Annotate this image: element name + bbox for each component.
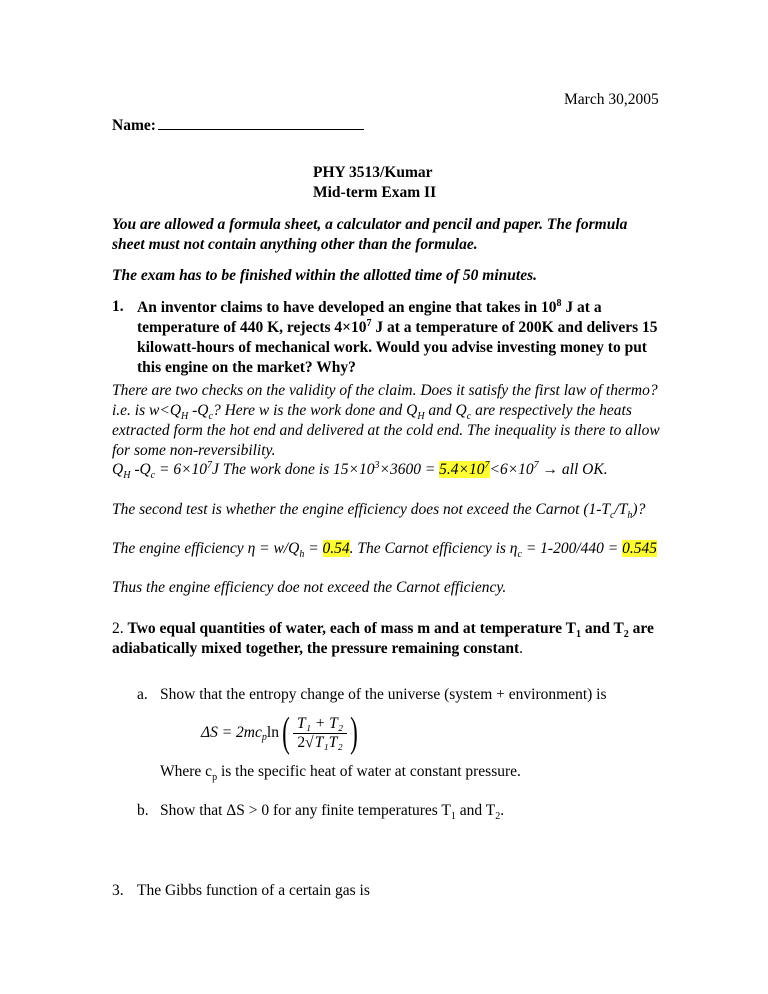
q1-second-test: The second test is whether the engine efficiency does not exceed the Carnot $(1-T_c/T_h)$? xyxy=(112,501,646,522)
instructions-time-limit: The exam has to be finished within the allotted time of 50 minutes. xyxy=(112,267,537,284)
q2a-text: Show that the entropy change of the universe (system + environment) is xyxy=(160,686,607,703)
q2b-text: Show that ΔS > 0 for any finite temperatures $T_1$ and $T_2$. xyxy=(160,802,505,823)
name-blank-line[interactable] xyxy=(158,113,364,130)
q1-answer-first-law: There are two checks on the validity of the claim. Does it satisfy the first law of thermo? i.e. is $w<Q_H$ $-Q_c$? Here w is the work done and $Q_H$ and $Q_c$ are respectively the heats extracted form the hot end and delivered at the cold end. The inequality is there to allow for some non-reversibility. xyxy=(112,382,660,459)
instructions-formula-sheet: You are allowed a formula sheet, a calculator and pencil and paper. The formula sheet must not contain anything other than the formulae. xyxy=(112,216,628,253)
exam-name: Mid-term Exam II xyxy=(313,184,437,201)
q1-efficiency-comparison: The engine efficiency $\eta = w/Q_h = 0.54$. The Carnot efficiency is $\eta_c = 1-200/440 = 0.545$ xyxy=(112,540,657,561)
q2-number: 2. xyxy=(112,620,124,637)
q3-number: 3. xyxy=(112,882,124,899)
exam-title xyxy=(313,163,436,203)
entropy-equation: ΔS = 2mc p ln ( $\frac{\text{T₁ + T₂}}{\text{2√T₁T₂}}$ ) xyxy=(201,710,359,756)
q2-question-text: 2. Two equal quantities of water, each of mass m and at temperature $T_1$ and $T_2$ are adiabatically mixed together, the pressure remaining constant. xyxy=(112,620,654,657)
exam-date: March 30,2005 xyxy=(564,91,659,108)
q1-question-text: An inventor claims to have developed an engine that takes in $10^8$ J at a temperature of 440 K, rejects $4\times 10^7$ J at a temperature of 200K and delivers 15 kilowatt-hours of mechanical work. Would you advise investing money to put this engine on the market? Why? xyxy=(137,297,658,376)
q1-conclusion: Thus the engine efficiency doe not exceed the Carnot efficiency. xyxy=(112,579,507,596)
equation-fraction: $\frac{\text{T₁ + T₂}}{\text{2√T₁T₂}}$ xyxy=(293,715,347,752)
q1-number: 1. xyxy=(112,298,124,315)
q2-where-cp: Where $c_p$ is the specific heat of water at constant pressure. xyxy=(160,763,521,784)
highlight-work-value: $5.4\times 10^7$ xyxy=(439,459,490,478)
q1-work-calculation: $Q_H$ $-Q_c = 6\times 10^7J$ The work done is $15\times 10^3\times 3600 = 5.4\times 10^7<6\times 10^7$ → all OK. xyxy=(112,459,608,482)
left-paren: ( xyxy=(282,710,290,756)
highlight-carnot-efficiency: 0.545 xyxy=(622,540,657,557)
highlight-engine-efficiency: 0.54 xyxy=(322,540,350,557)
right-paren: ) xyxy=(350,710,359,756)
q2b-label: b. xyxy=(137,802,149,819)
course-title: PHY 3513/Kumar xyxy=(313,164,433,181)
q3-text: The Gibbs function of a certain gas is xyxy=(137,882,370,899)
name-label: Name: xyxy=(112,117,156,134)
name-field[interactable] xyxy=(112,113,364,135)
q2a-label: a. xyxy=(137,686,148,703)
